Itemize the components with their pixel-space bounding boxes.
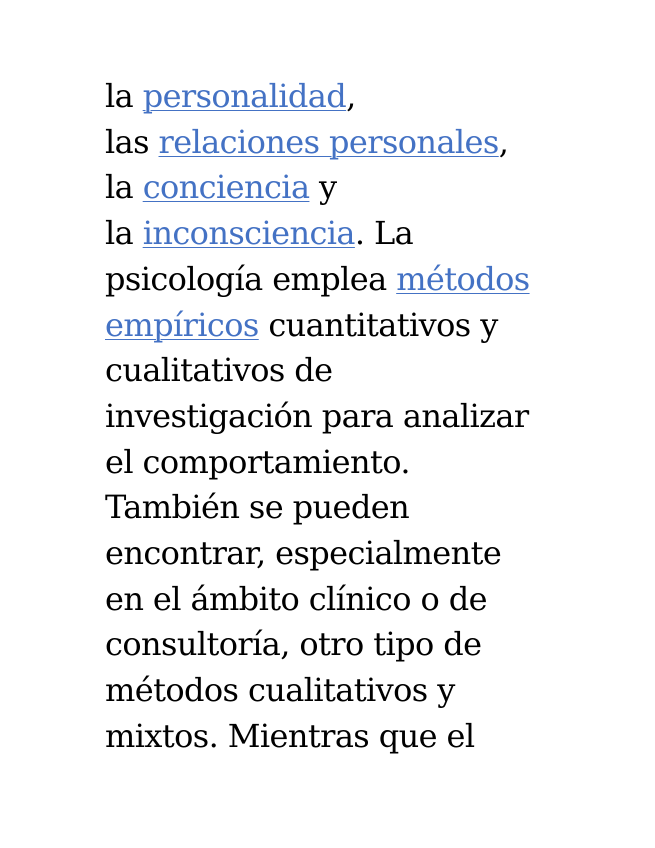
text-run: las [105, 122, 159, 161]
text-run: la [105, 168, 143, 207]
text-line: métodos cualitativos y [105, 671, 455, 710]
link-conciencia[interactable]: conciencia [142, 168, 310, 207]
text-run: , [346, 77, 356, 115]
text-line [105, 120, 555, 166]
text-run: y [309, 168, 337, 207]
link-metodos[interactable]: métodos [396, 259, 530, 298]
link-relaciones-personales[interactable]: relaciones personales [158, 122, 499, 161]
text-line: consultoría, otro tipo de [105, 625, 482, 664]
text-line [105, 303, 555, 349]
text-line: cualitativos de [105, 351, 333, 390]
link-empiricos[interactable]: empíricos [105, 305, 259, 344]
link-personalidad[interactable]: personalidad [142, 77, 347, 115]
text-line: mixtos. Mientras que el [105, 716, 475, 755]
text-line: investigación para analizar [105, 396, 529, 435]
text-run: psicología emplea [105, 259, 397, 298]
text-run: , [498, 122, 509, 161]
text-line [105, 165, 555, 211]
text-line [105, 257, 555, 303]
text-run: la [105, 214, 143, 253]
text-line [105, 74, 555, 120]
link-inconsciencia[interactable]: inconsciencia [142, 214, 355, 253]
text-line [105, 211, 555, 257]
body-paragraph [105, 74, 555, 760]
text-run: cuantitativos y [258, 305, 498, 344]
text-run: . La [354, 214, 414, 253]
text-line: en el ámbito clínico o de [105, 579, 487, 618]
text-line: encontrar, especialmente [105, 534, 502, 573]
text-run: la [105, 77, 143, 115]
text-line: el comportamiento. [105, 442, 410, 481]
text-line: También se pueden [105, 488, 410, 527]
